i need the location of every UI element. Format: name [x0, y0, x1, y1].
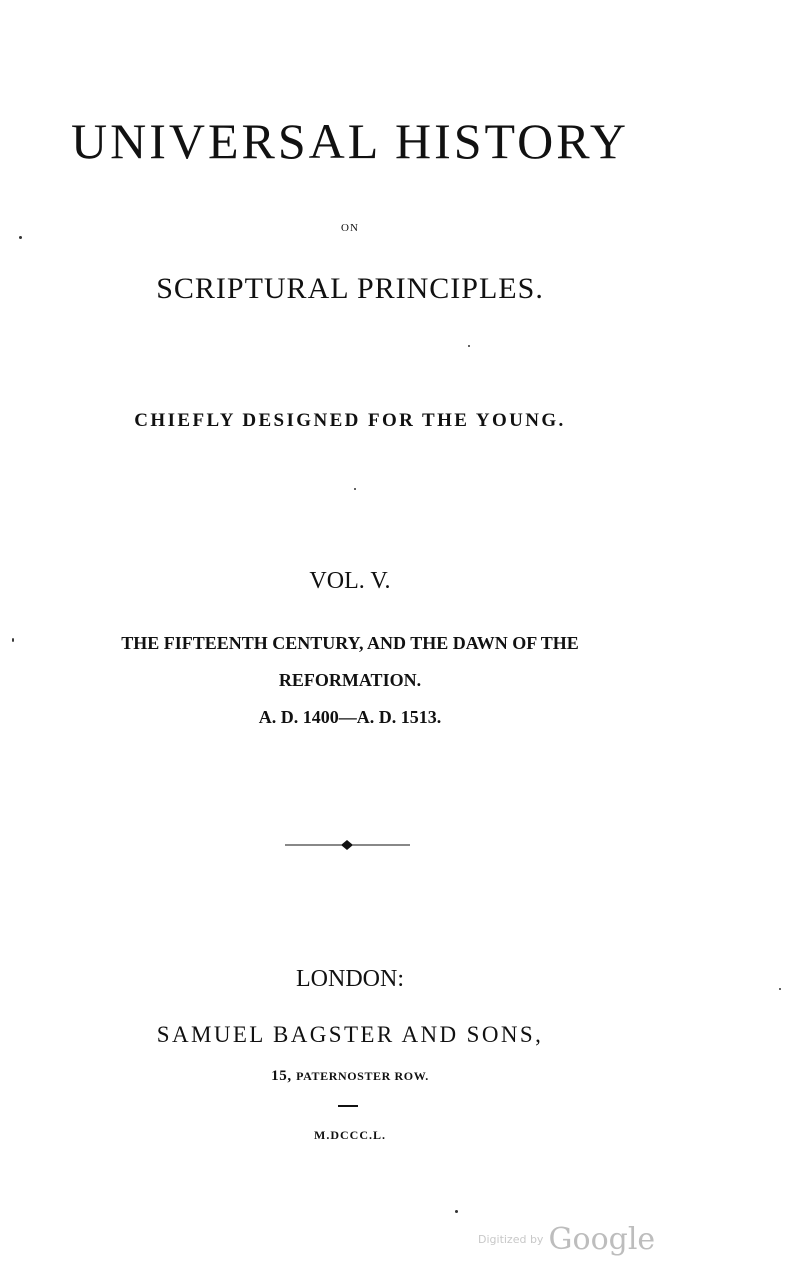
- paper-speck: [779, 988, 781, 990]
- paper-speck: [19, 236, 22, 239]
- book-title: UNIVERSAL HISTORY: [71, 113, 629, 169]
- date-range: A. D. 1400—A. D. 1513.: [258, 707, 442, 727]
- paper-speck: [455, 1210, 458, 1213]
- imprint-address: [0, 1068, 700, 1085]
- address-street: PATERNOSTER ROW.: [296, 1069, 429, 1083]
- paper-speck: [468, 345, 470, 347]
- volume-number: VOL. V.: [309, 568, 391, 594]
- era-description-line-2: REFORMATION.: [278, 670, 422, 690]
- watermark-prefix: Digitized by: [478, 1233, 544, 1246]
- era-description-line-1: THE FIFTEENTH CENTURY, AND THE DAWN OF THE: [121, 633, 579, 653]
- paper-speck: [354, 488, 356, 490]
- google-logo: Google: [548, 1222, 656, 1257]
- diamond-rule-ornament: [285, 838, 410, 852]
- book-subtitle: SCRIPTURAL PRINCIPLES.: [156, 272, 544, 305]
- short-rule: [338, 1105, 358, 1107]
- title-connector: ON: [341, 222, 359, 234]
- imprint-place: LONDON:: [296, 966, 404, 992]
- audience-line: CHIEFLY DESIGNED FOR THE YOUNG.: [134, 410, 566, 431]
- address-number: 15,: [271, 1068, 292, 1084]
- imprint-year: M.DCCC.L.: [314, 1128, 386, 1142]
- imprint-publisher: SAMUEL BAGSTER AND SONS,: [156, 1022, 544, 1047]
- paper-speck: [12, 638, 14, 642]
- digitization-watermark: [478, 1222, 655, 1257]
